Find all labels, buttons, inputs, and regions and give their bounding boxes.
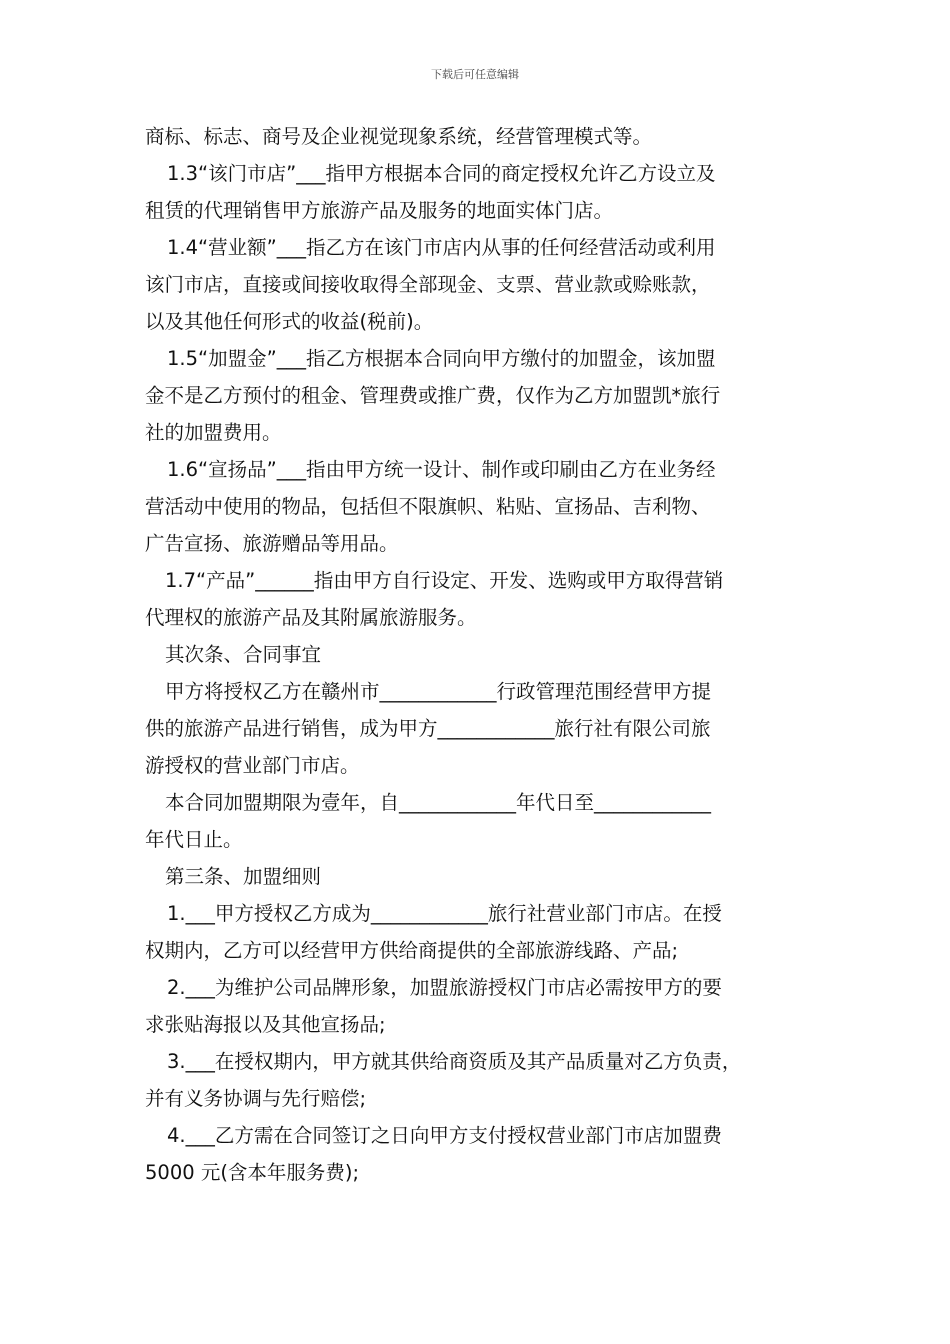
text-line: 甲方将授权乙方在赣州市____________行政管理范围经营甲方提	[165, 680, 712, 703]
text-line: 求张贴海报以及其他宣扬品;	[145, 1013, 386, 1036]
text-line: 1.4“营业额”___指乙方在该门市店内从事的任何经营活动或利用	[167, 236, 716, 259]
text-line: 该门市店，直接或间接收取得全部现金、支票、营业款或赊账款，	[145, 273, 711, 296]
text-line: 游授权的营业部门市店。	[145, 754, 360, 777]
text-line: 本合同加盟期限为壹年，自____________年代日至____________	[165, 791, 712, 814]
text-line: 1.___甲方授权乙方成为____________旅行社营业部门市店。在授	[167, 902, 722, 925]
text-line: 1.7“产品”______指由甲方自行设定、开发、选购或甲方取得营销	[165, 569, 724, 592]
text-line: 代理权的旅游产品及其附属旅游服务。	[145, 606, 477, 629]
text-line: 1.6“宣扬品”___指由甲方统一设计、制作或印刷由乙方在业务经	[167, 458, 716, 481]
text-line: 5000 元(含本年服务费);	[145, 1161, 360, 1184]
section-heading: 第三条、加盟细则	[165, 865, 322, 888]
text-line: 2.___为维护公司品牌形象，加盟旅游授权门市店必需按甲方的要	[167, 976, 722, 999]
text-line: 金不是乙方预付的租金、管理费或推广费，仅作为乙方加盟凯*旅行	[145, 384, 721, 407]
text-line: 权期内，乙方可以经营甲方供给商提供的全部旅游线路、产品;	[145, 939, 679, 962]
text-line: 广告宣扬、旅游赠品等用品。	[145, 532, 399, 555]
text-line: 1.3“该门市店”___指甲方根据本合同的商定授权允许乙方设立及	[167, 162, 716, 185]
text-line: 租赁的代理销售甲方旅游产品及服务的地面实体门店。	[145, 199, 614, 222]
text-line: 并有义务协调与先行赔偿;	[145, 1087, 367, 1110]
text-line: 年代日止。	[145, 828, 243, 851]
text-line: 商标、标志、商号及企业视觉现象系统，经营管理模式等。	[145, 125, 653, 148]
document-body	[145, 118, 835, 1191]
text-line: 1.5“加盟金”___指乙方根据本合同向甲方缴付的加盟金，该加盟	[167, 347, 716, 370]
text-line: 营活动中使用的物品，包括但不限旗帜、粘贴、宣扬品、吉利物、	[145, 495, 711, 518]
text-line: 社的加盟费用。	[145, 421, 282, 444]
page-header: 下载后可任意编辑	[431, 68, 519, 81]
text-line: 3.___在授权期内，甲方就其供给商资质及其产品质量对乙方负责，	[167, 1050, 742, 1073]
text-line: 4.___乙方需在合同签订之日向甲方支付授权营业部门市店加盟费	[167, 1124, 722, 1147]
section-heading: 其次条、合同事宜	[165, 643, 322, 666]
text-line: 以及其他任何形式的收益(税前)。	[145, 310, 434, 333]
text-line: 供的旅游产品进行销售，成为甲方____________旅行社有限公司旅	[145, 717, 711, 740]
